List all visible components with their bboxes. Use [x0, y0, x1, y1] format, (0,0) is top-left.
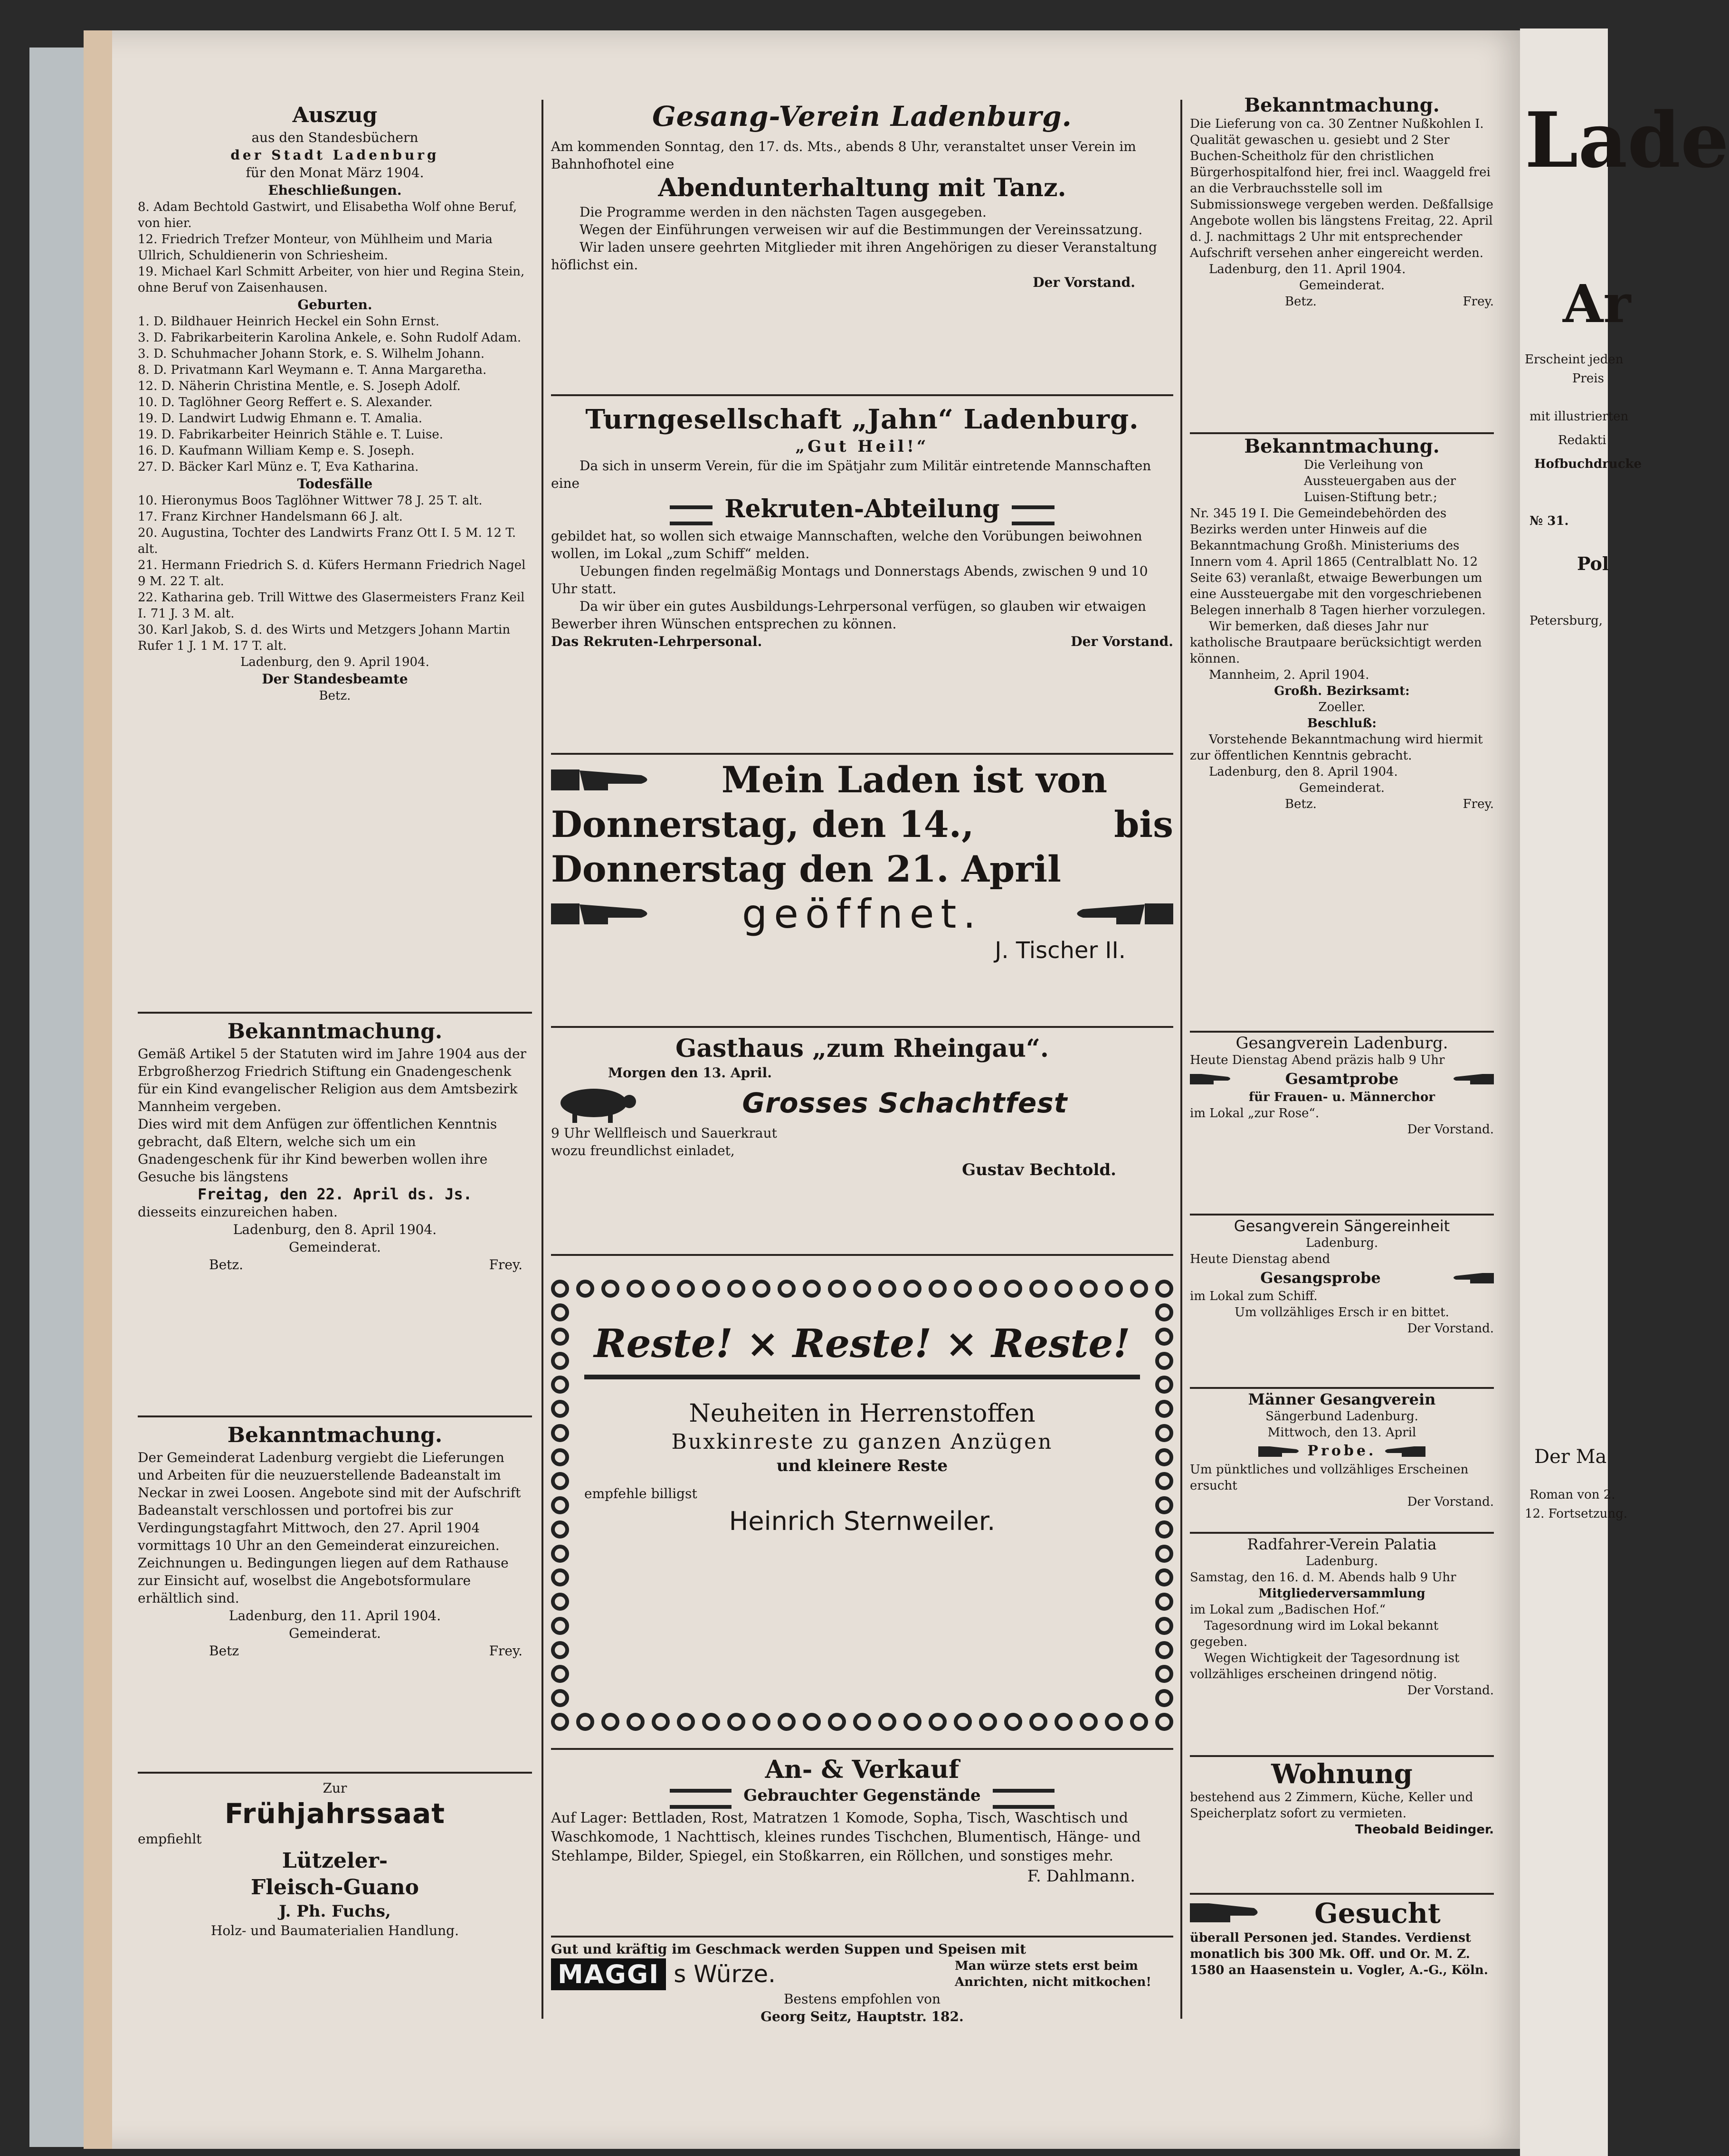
rad-text: im Lokal zum „Badischen Hof.“ [1190, 1603, 1386, 1617]
signature-name: Betz [209, 1643, 239, 1659]
maggi-firm: Georg Seitz, Hauptstr. 182. [760, 2009, 964, 2024]
turn-gutheil: „Gut Heil!“ [795, 437, 929, 456]
rekruten-row [551, 494, 1173, 525]
signature: Der Vorstand. [1407, 1122, 1494, 1137]
bars-icon [670, 505, 712, 525]
next-page-text: Roman von 2. [1530, 1488, 1615, 1502]
signature: Der Vorstand. [1407, 1495, 1494, 1509]
rekruten-heading: Rekruten-Abteilung [724, 494, 1000, 523]
reste-text: und kleinere Reste [776, 1456, 948, 1475]
rheingau-fest: Grosses Schachtfest [742, 1087, 1068, 1119]
pointing-hand-icon [1383, 1442, 1425, 1461]
column-rule [1180, 100, 1182, 2019]
auszug-line: der Stadt Ladenburg [230, 147, 439, 163]
mg-text: Mittwoch, den 13. April [1267, 1425, 1416, 1440]
turn-text: Da wir über ein gutes Ausbildungs-Lehrpersonal verfügen, so glauben wir etwaigen Bewerber ihren Wünschen entsprechen zu können. [551, 598, 1146, 632]
gv-block [1190, 1031, 1494, 1138]
rad-text: Tagesordnung wird im Lokal bekannt gegeben. [1190, 1619, 1439, 1649]
pointing-hand-icon [1258, 1442, 1301, 1461]
list-item: 10. D. Taglöhner Georg Reffert e. S. Alexander. [138, 395, 433, 409]
pointing-hand-icon [1190, 1069, 1233, 1088]
next-page-text: Ar [1563, 273, 1631, 334]
signature: Das Rekruten-Lehrpersonal. [551, 633, 762, 649]
bek4-title: Bekanntmachung. [1244, 435, 1440, 457]
bek4-block [1190, 432, 1494, 812]
turn-title: Turngesellschaft „Jahn“ Ladenburg. [585, 404, 1139, 435]
maggi-block [551, 1936, 1173, 2025]
rad-sub: Ladenburg. [1305, 1554, 1378, 1568]
sae-text: Heute Dienstag abend [1190, 1252, 1330, 1266]
date-line: Ladenburg, den 8. April 1904. [1209, 765, 1398, 779]
gesang-text: Die Programme werden in den nächsten Tagen ausgegeben. [580, 204, 987, 220]
mg-block [1190, 1387, 1494, 1510]
bek1-body: Gemäß Artikel 5 der Statuten wird im Jahre 1904 aus der Erbgroßherzog Friedrich Stiftung ein Gnadengeschenk für ein Kind evangelischer Religion aus dem Amtsbezirk Mannheim vergeben. [138, 1046, 527, 1114]
bek4-beschluss: Beschluß: [1307, 716, 1377, 731]
rheingau-title: Gasthaus „zum Rheingau“. [675, 1034, 1049, 1063]
ankauf-sub-row [551, 1785, 1173, 1809]
section-heading: Eheschließungen. [268, 182, 402, 198]
next-page-text: mit illustrierten [1530, 409, 1629, 424]
gesang-block [551, 100, 1173, 291]
ankauf-body: Auf Lager: Bettladen, Rost, Matratzen 1 Komode, Sopha, Tisch, Waschtisch und Waschkomode, 1 Nachttisch, kleines rundes Tischchen, Blumentisch, Hänge- und Stehlampe, Bilder, Spiegel, ein Stoßkarren, ein Röllchen, und sonstiges mehr. [551, 1809, 1141, 1864]
signature: Der Vorstand. [1407, 1321, 1494, 1336]
bek2-title: Bekanntmachung. [227, 1423, 443, 1447]
laden-line: bis [1114, 803, 1173, 845]
bek4-amt: Großh. Bezirksamt: [1274, 684, 1410, 698]
gv-text: im Lokal „zur Rose“. [1190, 1106, 1320, 1121]
list-item: 22. Katharina geb. Trill Wittwe des Glasermeisters Franz Keil I. 71 J. 3 M. alt. [138, 590, 525, 621]
rheingau-text: 9 Uhr Wellfleisch und Sauerkraut [551, 1125, 777, 1141]
pointing-hand-icon [1451, 1069, 1494, 1088]
gv-probe: für Frauen- u. Männerchor [1248, 1090, 1435, 1104]
signature: Der Vorstand. [1071, 633, 1173, 649]
bek2-block [138, 1415, 532, 1660]
list-item: 20. Augustina, Tochter des Landwirts Franz Ott I. 5 M. 12 T. alt. [138, 526, 516, 556]
rheingau-date: Morgen den 13. April. [608, 1065, 772, 1081]
next-page-text: Preis [1572, 371, 1604, 386]
bek4-body: Wir bemerken, daß dieses Jahr nur katholische Brautpaare berücksichtigt werden können. [1190, 619, 1482, 666]
signature: Der Vorstand. [1407, 1683, 1494, 1698]
list-item: 12. Friedrich Trefzer Monteur, von Mühlheim und Maria Ullrich, Schuldienerin von Schriesheim. [138, 232, 493, 263]
laden-line: Donnerstag, den 14., [551, 803, 974, 845]
list-item: 19. D. Fabrikarbeiter Heinrich Stähle e. T. Luise. [138, 427, 443, 442]
signature-name: Frey. [489, 1643, 522, 1659]
list-item: 3. D. Schuhmacher Johann Stork, e. S. Wilhelm Johann. [138, 347, 485, 361]
wohn-block [1190, 1755, 1494, 1838]
bek4-body: Vorstehende Bekanntmachung wird hiermit zur öffentlichen Kenntnis gebracht. [1190, 732, 1483, 763]
bek4-body: Nr. 345 19 I. Die Gemeindebehörden des Bezirks werden unter Hinweis auf die Bekanntmachung Großh. Ministeriums des Innern vom 4. April 1865 (Centralblatt No. 12 Seite 63) veranlaßt, etwaige Bewerbungen um eine Aussteuergabe mit den vorgeschriebenen Belegen innerhalb 8 Tagen hierher vorzulegen. [1190, 506, 1486, 617]
next-page-text: Erscheint jeden [1525, 352, 1624, 367]
page-edge [84, 30, 112, 2149]
signature: Der Standesbeamte [262, 671, 408, 687]
pig-icon [551, 1082, 636, 1124]
signature: Der Vorstand. [1033, 275, 1135, 290]
gv-probe: Gesamtprobe [1285, 1070, 1399, 1088]
pointing-hand-icon [551, 761, 656, 799]
signature-name: Betz. [209, 1257, 244, 1273]
ges-title: Gesucht [1314, 1897, 1441, 1929]
laden-line: Mein Laden ist von [721, 759, 1108, 801]
ankauf-title: An- & Verkauf [765, 1755, 960, 1784]
signature-name: Zoeller. [1318, 700, 1366, 714]
gesang-event: Abendunterhaltung mit Tanz. [658, 173, 1066, 202]
signature: F. Dahlmann. [1027, 1866, 1135, 1886]
rad-text: Samstag, den 16. d. M. Abends halb 9 Uhr [1190, 1570, 1456, 1585]
date-line: Mannheim, 2. April 1904. [1209, 668, 1369, 682]
list-item: 16. D. Kaufmann William Kemp e. S. Joseph. [138, 444, 415, 458]
signature: Gemeinderat. [1299, 278, 1385, 293]
bars-icon [670, 1789, 732, 1809]
wohn-body: bestehend aus 2 Zimmern, Küche, Keller und Speicherplatz sofort zu vermieten. [1190, 1790, 1473, 1821]
ring-frame [551, 1280, 1173, 1731]
gesang-text: Wegen der Einführungen verweisen wir auf die Bestimmungen der Vereinssatzung. [580, 222, 1143, 237]
list-item: 30. Karl Jakob, S. d. des Wirts und Metzgers Johann Martin Rufer 1 J. 1 M. 17 T. alt. [138, 623, 511, 653]
bek1-block [138, 1012, 532, 1273]
reste-text: Neuheiten in Herrenstoffen [689, 1399, 1036, 1428]
sae-block [1190, 1214, 1494, 1337]
list-item: 8. D. Privatmann Karl Weymann e. T. Anna Margaretha. [138, 363, 487, 377]
ankauf-sub: Gebrauchter Gegenstände [743, 1786, 981, 1805]
next-page-text: 12. Fortsetzung. [1525, 1507, 1628, 1521]
auszug-line: für den Monat März 1904. [246, 165, 424, 180]
pointing-hand-icon [1451, 1268, 1494, 1287]
list-item: 21. Hermann Friedrich S. d. Küfers Hermann Friedrich Nagel 9 M. 22 T. alt. [138, 558, 526, 589]
maggi-side: Man würze stets erst beim Anrichten, nicht mitkochen! [955, 1959, 1151, 1989]
list-item: 1. D. Bildhauer Heinrich Heckel ein Sohn Ernst. [138, 314, 439, 329]
mg-sub: Sängerbund Ladenburg. [1265, 1409, 1418, 1424]
next-page-text: Der Ma [1534, 1446, 1607, 1468]
rad-title: Radfahrer-Verein Palatia [1247, 1535, 1437, 1553]
sae-title: Gesangverein Sängereinheit [1234, 1217, 1450, 1235]
pointing-hand-icon [1190, 1897, 1261, 1930]
list-item: 27. D. Bäcker Karl Münz e. T, Eva Katharina. [138, 460, 419, 474]
ring-col-left [551, 1303, 569, 1707]
rheingau-text: wozu freundlichst einladet, [551, 1143, 735, 1159]
pointing-hand-icon [1069, 895, 1173, 933]
bek3-body: Die Lieferung von ca. 30 Zentner Nußkohlen I. Qualität gewaschen u. gesiebt und 2 Ster Buchen-Scheitholz für den christlichen Bürgerhospitalfond hier, frei incl. Waaggeld frei an die Verbrauchsstelle soll im Submissionswege vergeben werden. Deßfallsige Angebote wollen bis längstens Freitag, 22. April d. J. nachmittags 2 Uhr mit entsprechender Aufschrift versehen anher eingereicht werden. [1190, 117, 1493, 260]
reste-title: Reste! × Reste! × Reste! [594, 1321, 1130, 1367]
reste-block [551, 1254, 1173, 1536]
sae-sub: Ladenburg. [1305, 1236, 1378, 1250]
saat-product: Fleisch-Guano [251, 1875, 419, 1900]
wohn-title: Wohnung [1271, 1758, 1413, 1790]
rad-meeting: Mitgliederversammlung [1258, 1586, 1425, 1601]
ges-body: überall Personen jed. Standes. Verdienst monatlich bis 300 Mk. Off. und Or. M. Z. 1580 an Haasenstein u. Vogler, A.-G., Köln. [1190, 1931, 1488, 1977]
laden-line: Donnerstag den 21. April [551, 848, 1062, 890]
bars-icon [1012, 505, 1054, 525]
next-page-text: Petersburg, [1530, 614, 1603, 628]
signature: Gemeinderat. [289, 1239, 381, 1255]
list-item: 17. Franz Kirchner Handelsmann 66 J. alt. [138, 510, 403, 524]
date-line: Ladenburg, den 9. April 1904. [240, 655, 429, 669]
turn-text: Da sich in unserm Verein, für die im Spätjahr zum Militär eintretende Mannschaften eine [551, 458, 1151, 491]
next-page-text: Pol [1577, 553, 1609, 574]
sae-text: Um vollzähliges Ersch ir en bittet. [1235, 1305, 1449, 1320]
reste-text: Buxkinreste zu ganzen Anzügen [671, 1430, 1053, 1454]
gesang-text: Am kommenden Sonntag, den 17. ds. Mts., abends 8 Uhr, veranstaltet unser Verein im Bahnhofhotel eine [551, 139, 1136, 172]
ges-block [1190, 1893, 1494, 1978]
gesang-text: Wir laden unsere geehrten Mitglieder mit ihren Angehörigen zu dieser Veranstaltung höflichst ein. [551, 239, 1157, 273]
reste-text: empfehle billigst [584, 1486, 697, 1501]
date-line: Ladenburg, den 8. April 1904. [233, 1222, 437, 1237]
maggi-top: Gut und kräftig im Geschmack werden Suppen und Speisen mit [551, 1941, 1026, 1957]
signature-name: Frey. [1463, 797, 1494, 811]
gesang-title: Gesang-Verein Ladenburg. [652, 100, 1072, 133]
saat-emp: empfiehlt [138, 1831, 202, 1847]
reste-rule [584, 1375, 1140, 1379]
reste-content [584, 1318, 1140, 1540]
section-heading: Todesfälle [297, 476, 373, 492]
maggi-logo: MAGGI [551, 1958, 666, 1990]
section-heading: Geburten. [297, 297, 372, 313]
next-page-text: Redakti [1558, 433, 1606, 447]
gv-title: Gesangverein Ladenburg. [1235, 1034, 1448, 1053]
bek1-body: Dies wird mit dem Anfügen zur öffentlichen Kenntnis gebracht, daß Eltern, welche sich um ein Gnadengeschenk für ihr Kind bewerben wollen ihre Gesuche bis längstens [138, 1116, 497, 1185]
rad-text: Wegen Wichtigkeit der Tagesordnung ist vollzähliges erscheinen dringend nötig. [1190, 1651, 1460, 1681]
ring-row-bottom [551, 1713, 1173, 1731]
saat-block [138, 1772, 532, 1939]
ring-row-top [551, 1280, 1173, 1298]
maggi-wuerze: s Würze. [674, 1960, 776, 1988]
bars-icon [993, 1789, 1054, 1809]
date-line: Ladenburg, den 11. April 1904. [1209, 262, 1406, 276]
next-page-text: Hofbuchdrucke [1534, 457, 1642, 471]
signature-name: Frey. [1463, 294, 1494, 309]
saat-zur: Zur [323, 1780, 347, 1796]
bek1-deadline: Freitag, den 22. April ds. Js. [198, 1185, 472, 1203]
signature: Gustav Bechtold. [962, 1160, 1116, 1179]
bek2-body: Zeichnungen u. Bedingungen liegen auf dem Rathause zur Einsicht auf, woselbst die Angebotsformulare erhältlich sind. [138, 1555, 509, 1606]
saat-product: Lützeler- [282, 1849, 388, 1873]
rheingau-block [551, 1026, 1173, 1180]
sae-text: im Lokal zum Schiff. [1190, 1289, 1318, 1303]
turn-block [551, 394, 1173, 650]
mg-title: Männer Gesangverein [1248, 1390, 1436, 1408]
signature: Gemeinderat. [1299, 781, 1385, 795]
mg-probe: Probe. [1307, 1443, 1377, 1459]
list-item: 3. D. Fabrikarbeiterin Karolina Ankele, e. Sohn Rudolf Adam. [138, 331, 522, 345]
date-line: Ladenburg, den 11. April 1904. [228, 1608, 441, 1624]
ring-col-right [1155, 1303, 1173, 1707]
gv-text: Heute Dienstag Abend präzis halb 9 Uhr [1190, 1053, 1445, 1067]
bek3-title: Bekanntmachung. [1244, 94, 1440, 116]
saat-title: Frühjahrssaat [224, 1797, 446, 1830]
list-item: 12. D. Näherin Christina Mentle, e. S. Joseph Adolf. [138, 379, 461, 393]
bek2-body: Der Gemeinderat Ladenburg vergiebt die Lieferungen und Arbeiten für die neuzuerstellende Badeanstalt im Neckar in zwei Loosen. Angebote sind mit der Aufschrift Badeanstalt verschlossen und portofrei bis zur Verdingungstagfahrt Mittwoch, den 27. April 1904 vormittags 10 Uhr an den Gemeinderat einzureichen. [138, 1450, 521, 1553]
rad-block [1190, 1532, 1494, 1699]
laden-block [551, 753, 1173, 965]
next-page-edge [1520, 28, 1729, 2156]
auszug-block [138, 102, 532, 704]
mg-text: Um pünktliches und vollzähliges Erscheinen ersucht [1190, 1463, 1469, 1493]
list-item: 8. Adam Bechtold Gastwirt, und Elisabetha Wolf ohne Beruf, von hier. [138, 200, 517, 230]
sae-probe: Gesangsprobe [1260, 1269, 1381, 1287]
auszug-title: Auszug [292, 103, 378, 127]
bek4-sub: Die Verleihung von Aussteuergaben aus der Luisen-Stiftung betr.; [1304, 458, 1456, 504]
signature-name: Betz. [319, 689, 351, 703]
list-item: 10. Hieronymus Boos Taglöhner Wittwer 78 J. 25 T. alt. [138, 494, 483, 508]
laden-name: J. Tischer II. [995, 937, 1126, 964]
next-page-text: № 31. [1530, 514, 1569, 528]
pointing-hand-icon [551, 895, 656, 933]
turn-text: gebildet hat, so wollen sich etwaige Mannschaften, welche den Vorübungen beiwohnen wollen, im Lokal „zum Schiff“ melden. [551, 528, 1142, 561]
auszug-line: aus den Standesbüchern [251, 130, 418, 145]
next-page-text: Lade [1525, 95, 1729, 185]
list-item: 19. D. Landwirt Ludwig Ehmann e. T. Amalia. [138, 411, 422, 426]
signature-name: Betz. [1285, 294, 1317, 309]
wohn-name: Theobald Beidinger. [1355, 1823, 1494, 1837]
signature-name: Betz. [1285, 797, 1317, 811]
bek1-title: Bekanntmachung. [227, 1019, 443, 1044]
column-rule [542, 100, 543, 2019]
signature-name: Frey. [489, 1257, 522, 1273]
laden-open: geöffnet. [741, 891, 983, 937]
reste-name: Heinrich Sternweiler. [729, 1506, 996, 1536]
signature: Gemeinderat. [289, 1625, 381, 1641]
saat-firm: J. Ph. Fuchs, [279, 1902, 391, 1921]
ankauf-block [551, 1748, 1173, 1887]
bek1-body: diesseits einzureichen haben. [138, 1204, 338, 1220]
list-item: 19. Michael Karl Schmitt Arbeiter, von hier und Regina Stein, ohne Beruf von Zaisenhausen. [138, 265, 525, 295]
saat-sub: Holz- und Baumaterialien Handlung. [211, 1923, 459, 1938]
bek3-block [1190, 95, 1494, 310]
turn-text: Uebungen finden regelmäßig Montags und Donnerstags Abends, zwischen 9 und 10 Uhr statt. [551, 563, 1148, 597]
maggi-best: Bestens empfohlen von [783, 1991, 941, 2007]
